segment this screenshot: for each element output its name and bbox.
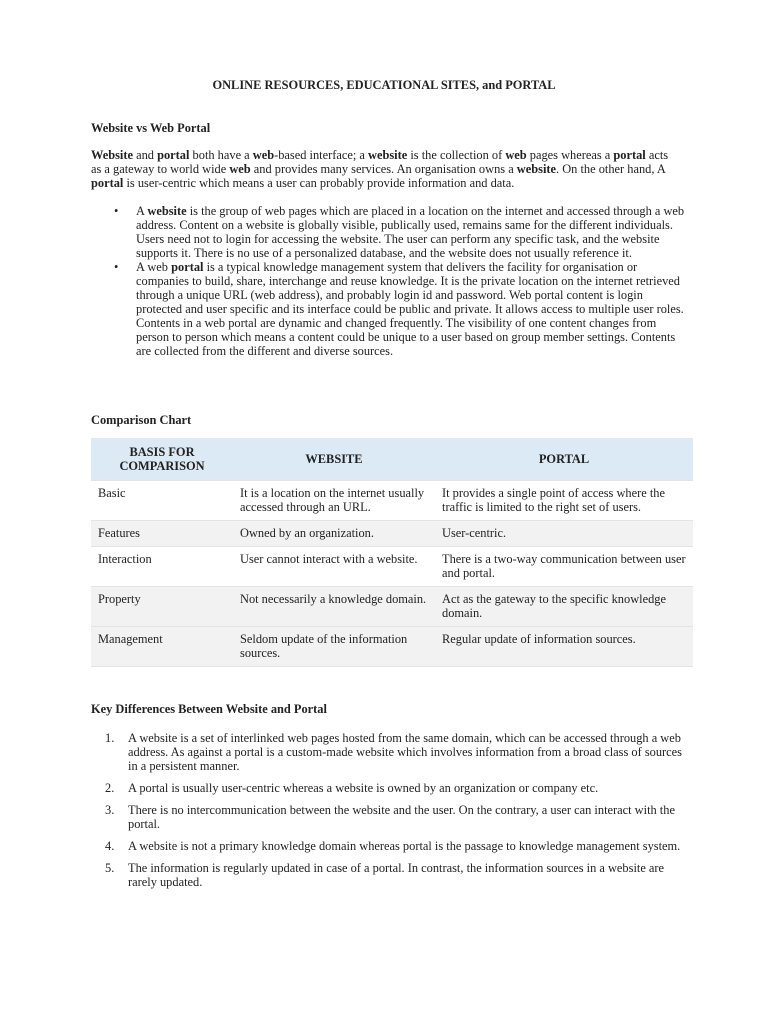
table-cell: Regular update of information sources.	[435, 627, 693, 667]
comparison-table	[91, 438, 693, 667]
section-heading-key-differences: Key Differences Between Website and Portal	[91, 702, 327, 716]
table-cell: Features	[91, 521, 233, 547]
table-cell: Owned by an organization.	[233, 521, 435, 547]
table-header-website: WEBSITE	[233, 438, 435, 481]
intro-run: both have a	[189, 148, 253, 162]
list-number: 5.	[105, 861, 115, 875]
intro-run: acts as a gateway to world wide	[91, 148, 669, 176]
table-row	[91, 521, 693, 547]
bullet-run: A web	[136, 260, 172, 274]
list-item-text: A portal is usually user-centric whereas a website is owned by an organization or company etc.	[128, 781, 599, 795]
intro-run: web	[229, 162, 251, 176]
table-cell: User-centric.	[435, 521, 693, 547]
list-item	[91, 803, 691, 831]
intro-run: and provides many services. An organisation owns a	[250, 162, 517, 176]
intro-run: web	[505, 148, 527, 162]
page-title: ONLINE RESOURCES, EDUCATIONAL SITES, and PORTAL	[212, 78, 556, 92]
list-number: 2.	[105, 781, 115, 795]
bullet-item-portal	[91, 260, 691, 358]
table-cell: Property	[91, 587, 233, 627]
table-cell: Not necessarily a knowledge domain.	[233, 587, 435, 627]
list-number: 4.	[105, 839, 115, 853]
list-number: 1.	[105, 731, 115, 745]
intro-run: portal	[613, 148, 646, 162]
intro-run: and	[133, 148, 158, 162]
table-cell: It is a location on the internet usually accessed through an URL.	[233, 481, 435, 521]
list-item	[91, 839, 691, 853]
table-cell: It provides a single point of access where the traffic is limited to the right set of users.	[435, 481, 693, 521]
table-header-basis: BASIS FOR COMPARISON	[91, 438, 233, 481]
table-header-row	[91, 438, 693, 481]
bullet-run: portal	[171, 260, 204, 274]
table-cell: User cannot interact with a website.	[233, 547, 435, 587]
section-heading-website-vs-portal: Website vs Web Portal	[91, 121, 211, 135]
table-cell: Basic	[91, 481, 233, 521]
table-cell: Management	[91, 627, 233, 667]
bullet-run: website	[147, 204, 187, 218]
table-cell: Seldom update of the information sources.	[233, 627, 435, 667]
bullet-run: A	[136, 204, 148, 218]
key-differences-list	[91, 731, 691, 897]
list-number: 3.	[105, 803, 115, 817]
list-item-text: There is no intercommunication between the website and the user. On the contrary, a user can interact with the portal.	[128, 803, 675, 831]
intro-run: pages whereas a	[526, 148, 614, 162]
list-item-text: A website is a set of interlinked web pages hosted from the same domain, which can be accessed through a web address. As against a portal is a custom-made website which involves information from a broad class of sources in a persistent manner.	[128, 731, 682, 773]
intro-run: portal	[157, 148, 190, 162]
intro-run: -based interface; a	[274, 148, 369, 162]
list-item	[91, 731, 691, 773]
intro-run: website	[516, 162, 557, 176]
intro-run: . On the other hand, A	[556, 162, 666, 176]
section-heading-comparison-chart: Comparison Chart	[91, 413, 192, 427]
table-row	[91, 481, 693, 521]
list-item-text: The information is regularly updated in case of a portal. In contrast, the information sources in a website are rarely updated.	[128, 861, 665, 889]
bullet-marker: •	[114, 260, 119, 274]
bullet-marker: •	[114, 204, 119, 218]
intro-run: portal	[91, 176, 124, 190]
intro-run: website	[368, 148, 408, 162]
bullet-run: is a typical knowledge management system that delivers the facility for organisation or companies to build, share, interchange and reuse knowledge. It is the private location on the internet retrieved through a unique URL (web address), and probably login id and password. Web portal content is login protected and user specific and its interface could be public and private. It allows access to multiple user roles. Contents in a web portal are dynamic and changed frequently. The visibility of one content changes from person to person which means a content could be unique to a user based on group member settings. Contents are collected from the different and diverse sources.	[136, 260, 684, 358]
table-cell: Interaction	[91, 547, 233, 587]
intro-run: is user-centric which means a user can probably provide information and data.	[123, 176, 515, 190]
bullet-run: is the group of web pages which are placed in a location on the internet and accessed through a web address. Content on a website is globally visible, publically used, remains same for the different individuals. Users need not to login for accessing the website. The user can perform any specific task, and the website supports it. There is no use of a personalized database, and the website does not usually reference it.	[136, 204, 685, 260]
intro-paragraph	[91, 148, 676, 190]
intro-run: Website	[91, 148, 133, 162]
table-row	[91, 627, 693, 667]
list-item	[91, 861, 691, 889]
table-row	[91, 547, 693, 587]
list-item	[91, 781, 691, 795]
table-header-portal: PORTAL	[435, 438, 693, 481]
list-item-text: A website is not a primary knowledge domain whereas portal is the passage to knowledge management system.	[128, 839, 681, 853]
intro-run: web	[252, 148, 275, 162]
bullet-item-website	[91, 204, 691, 260]
website-portal-bullets	[91, 204, 691, 358]
table-cell: Act as the gateway to the specific knowledge domain.	[435, 587, 693, 627]
intro-run: is the collection of	[407, 148, 506, 162]
table-row	[91, 587, 693, 627]
table-cell: There is a two-way communication between user and portal.	[435, 547, 693, 587]
